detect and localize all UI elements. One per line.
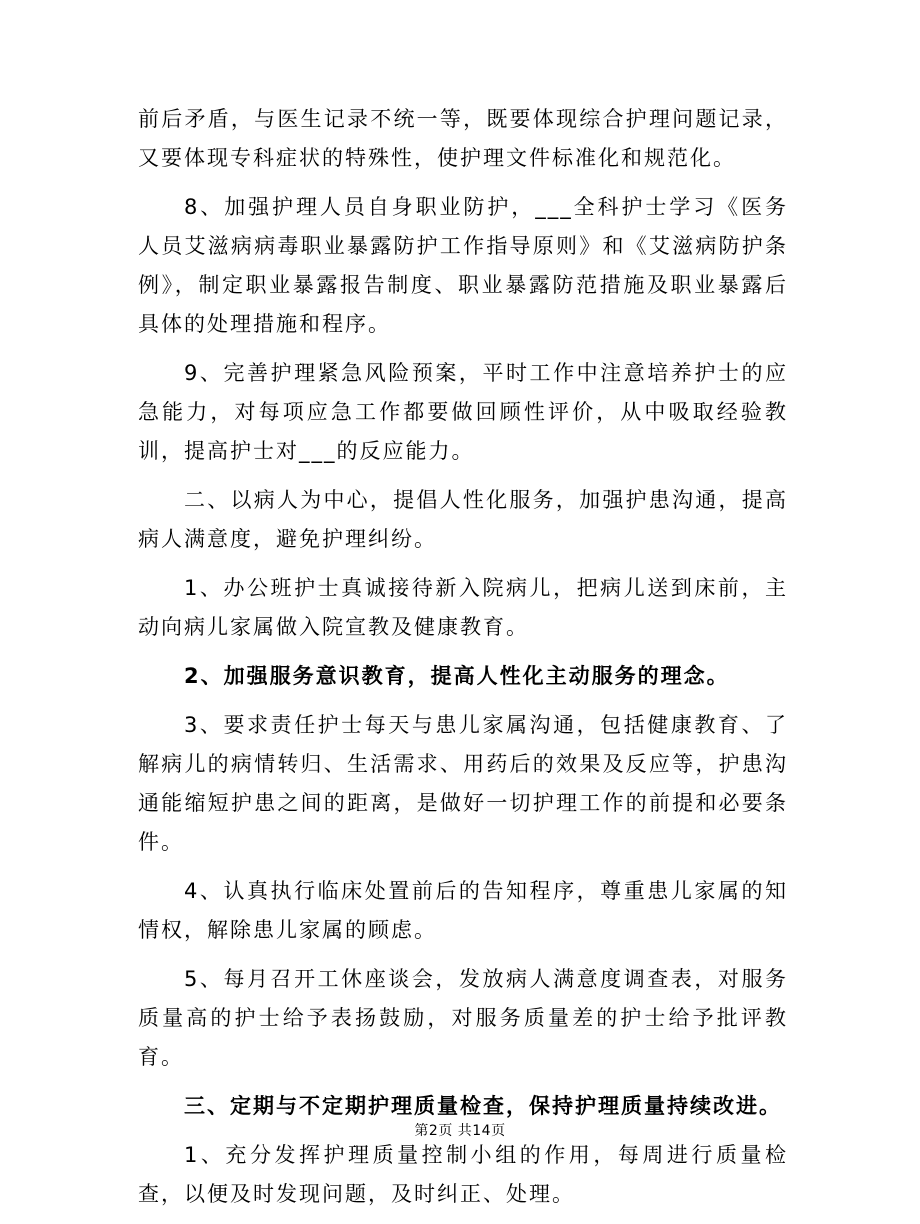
section-heading-2: 二、以病人为中心，提倡人性化服务，加强护患沟通，提高病人满意度，避免护理纠纷。 [138, 488, 788, 551]
paragraph-item-2-3: 3、要求责任护士每天与患儿家属沟通，包括健康教育、了解病儿的病情转归、生活需求、用药后的效果及反应等，护患沟通能缩短护患之间的距离，是做好一切护理工作的前提和必要条件。 [138, 713, 788, 854]
page-number-footer: 第2页 共14页 [414, 1123, 506, 1139]
document-body [138, 100, 788, 1224]
section-heading-3: 三、定期与不定期护理质量检查，保持护理质量持续改进。 [184, 1094, 782, 1118]
paragraph-item-2-5: 5、每月召开工休座谈会，发放病人满意度调查表，对服务质量高的护士给予表扬鼓励，对服务质量差的护士给予批评教育。 [138, 967, 788, 1069]
paragraph-item-2-4: 4、认真执行临床处置前后的告知程序，尊重患儿家属的知情权，解除患儿家属的顾虑。 [138, 879, 788, 942]
paragraph-continuation: 前后矛盾，与医生记录不统一等，既要体现综合护理问题记录，又要体现专科症状的特殊性，使护理文件标准化和规范化。 [138, 107, 788, 170]
paragraph-item-3-1: 1、充分发挥护理质量控制小组的作用，每周进行质量检查，以便及时发现问题，及时纠正、处理。 [138, 1143, 788, 1206]
paragraph-item-8: 8、加强护理人员自身职业防护，___全科护士学习《医务人员艾滋病病毒职业暴露防护工作指导原则》和《艾滋病防护条例》，制定职业暴露报告制度、职业暴露防范措施及职业暴露后具体的处理措施和程序。 [138, 195, 788, 336]
paragraph-item-9: 9、完善护理紧急风险预案，平时工作中注意培养护士的应急能力，对每项应急工作都要做回顾性评价，从中吸取经验教训，提高护士对___的反应能力。 [138, 361, 788, 463]
paragraph-item-2-1: 1、办公班护士真诚接待新入院病儿，把病儿送到床前，主动向病儿家属做入院宣教及健康教育。 [138, 576, 788, 639]
paragraph-item-2-2: 2、加强服务意识教育，提高人性化主动服务的理念。 [184, 664, 730, 688]
